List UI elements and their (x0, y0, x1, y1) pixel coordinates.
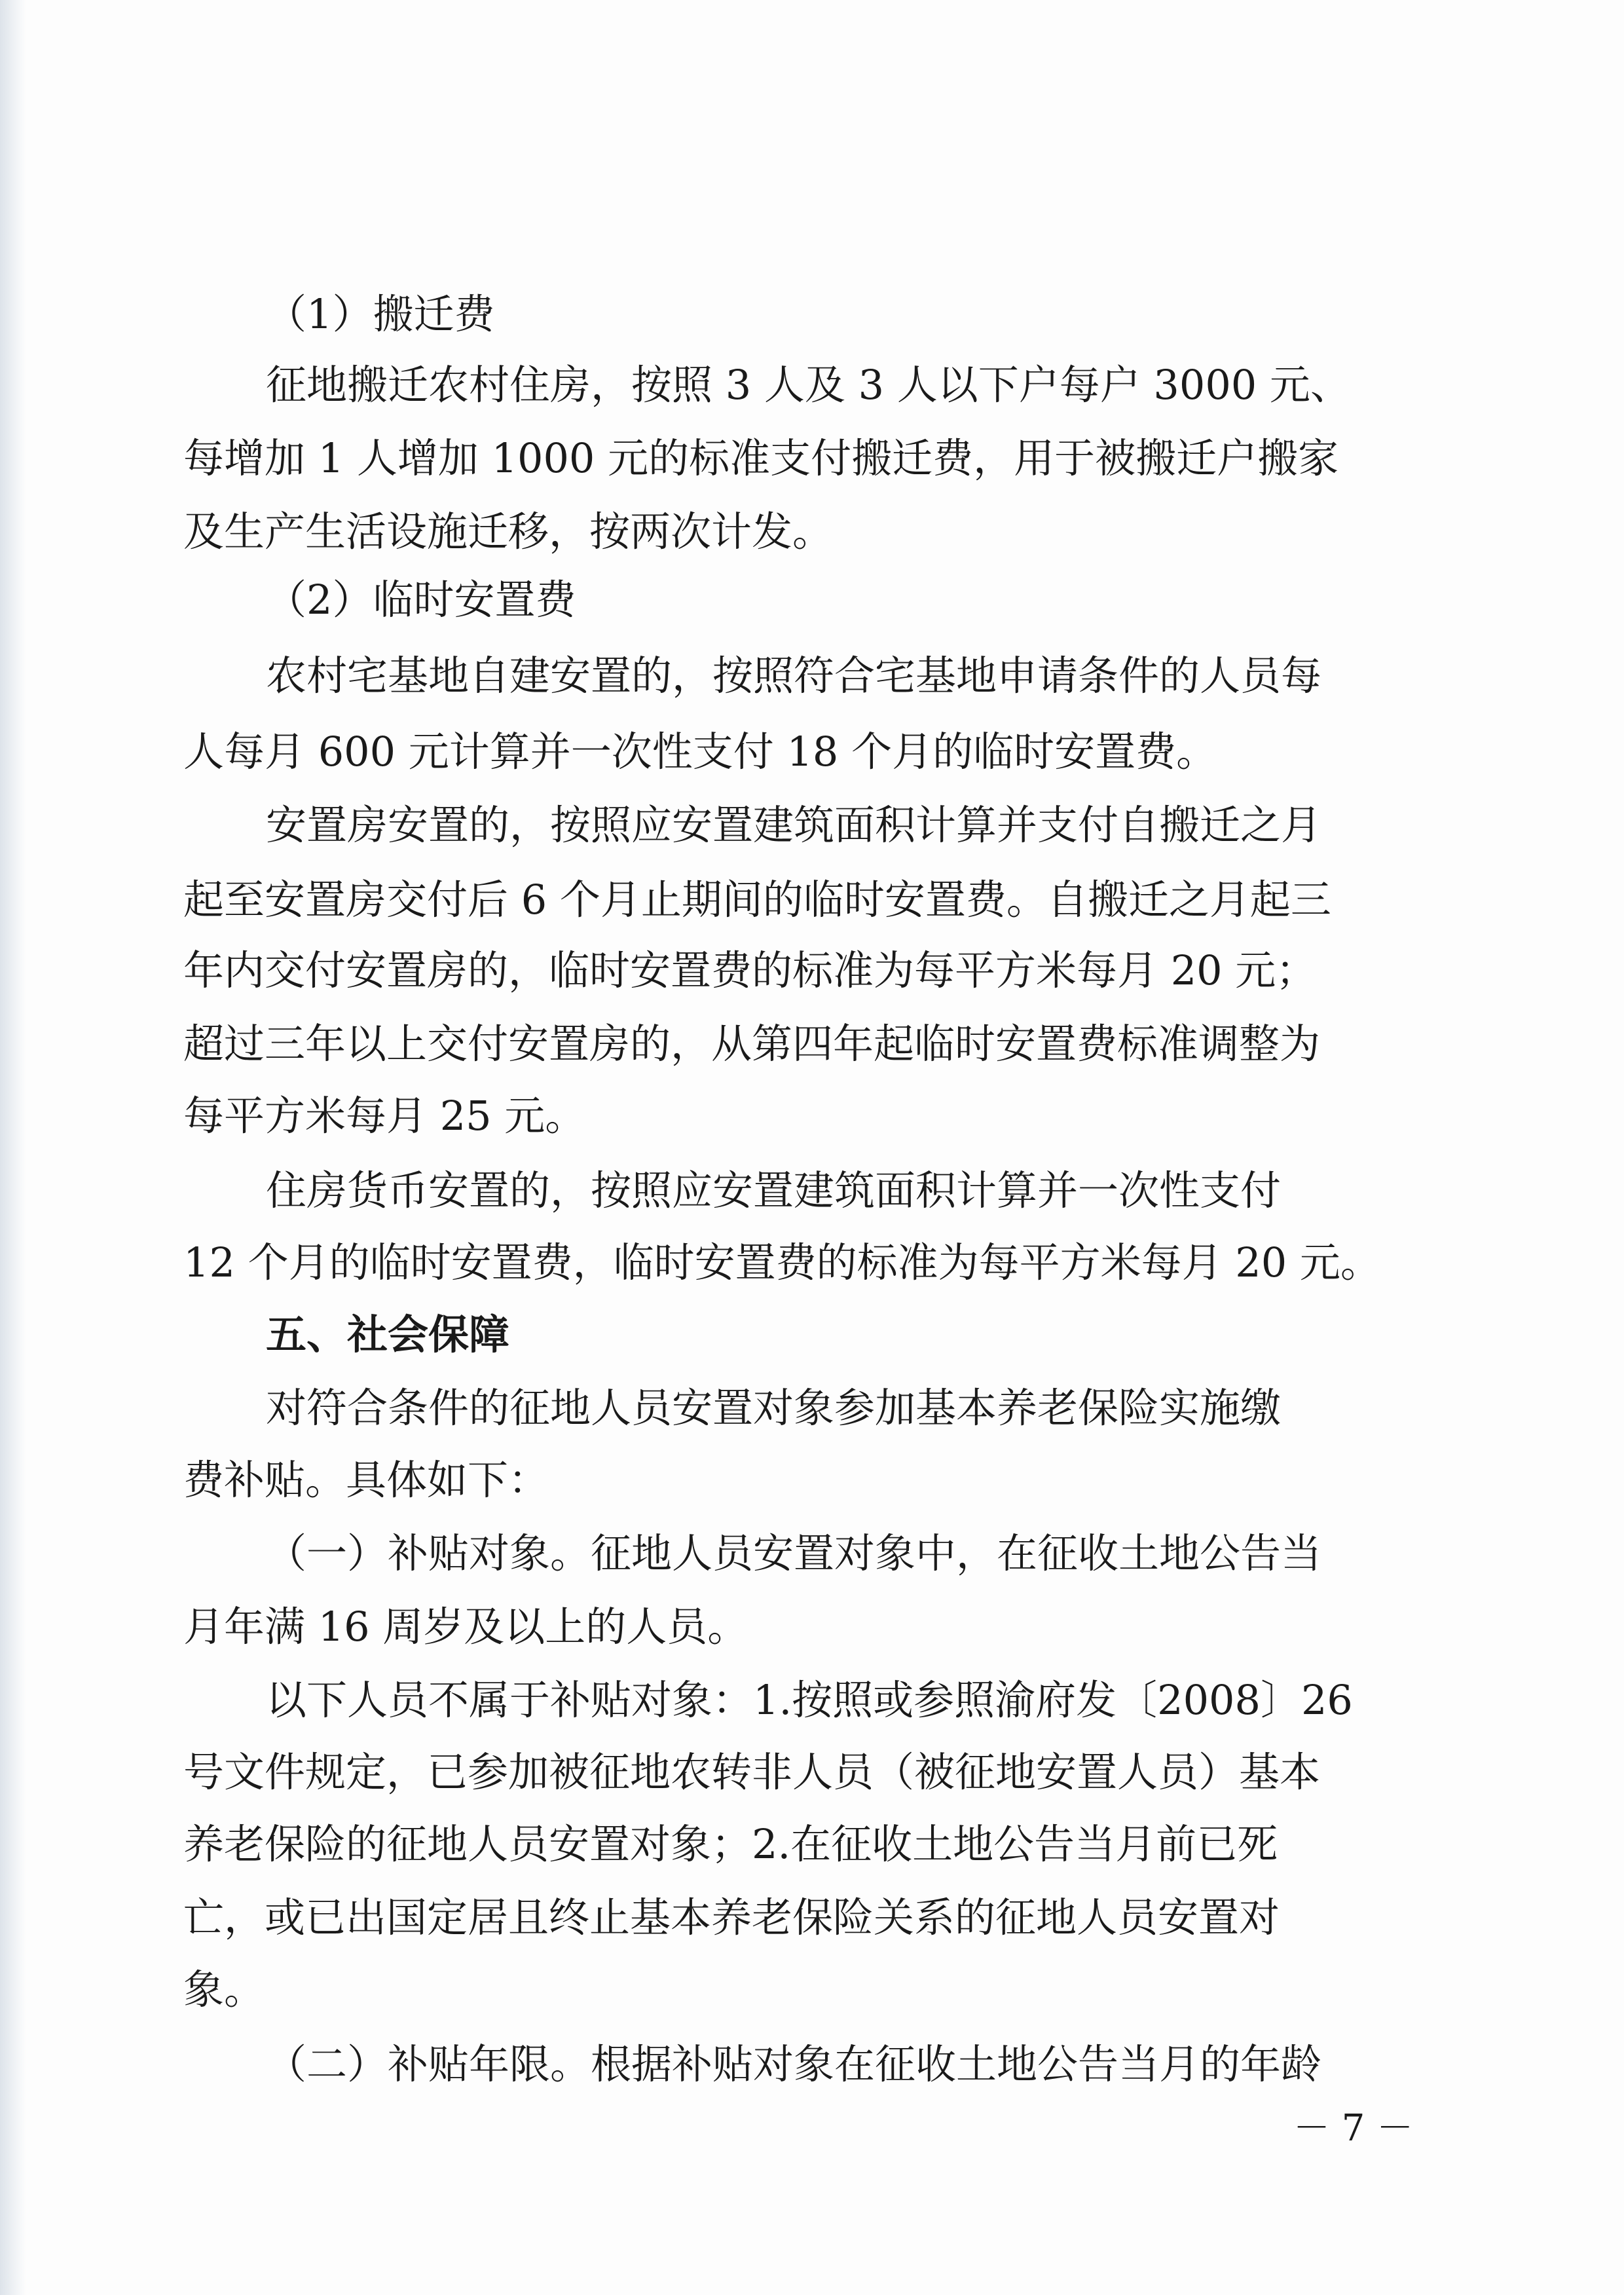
text-line: 费补贴。具体如下： (183, 1456, 549, 1504)
text-line: 养老保险的征地人员安置对象；2.在征收土地公告当月前已死 (183, 1820, 1278, 1868)
text-line: 人每月 600 元计算并一次性支付 18 个月的临时安置费。 (183, 728, 1217, 775)
text-line: 农村宅基地自建安置的，按照符合宅基地申请条件的人员每 (266, 652, 1322, 700)
text-line: （1）搬迁费 (266, 290, 495, 338)
text-line: 月年满 16 周岁及以上的人员。 (183, 1603, 748, 1651)
text-line: 住房货币安置的，按照应安置建筑面积计算并一次性支付 (266, 1166, 1282, 1214)
text-line: 每增加 1 人增加 1000 元的标准支付搬迁费，用于被搬迁户搬家 (183, 434, 1339, 482)
text-line: 象。 (183, 1966, 265, 2013)
text-line: 超过三年以上交付安置房的，从第四年起临时安置费标准调整为 (183, 1020, 1321, 1068)
text-line: （二）补贴年限。根据补贴对象在征收土地公告当月的年龄 (266, 2040, 1322, 2088)
text-line: （2）临时安置费 (266, 576, 576, 624)
page-number: － 7 － (1293, 2107, 1414, 2150)
text-line: 亡，或已出国定居且终止基本养老保险关系的征地人员安置对 (183, 1894, 1280, 1941)
text-line: 征地搬迁农村住房，按照 3 人及 3 人以下户每户 3000 元、 (266, 361, 1351, 409)
text-line: 12 个月的临时安置费，临时安置费的标准为每平方米每月 20 元。 (183, 1239, 1381, 1286)
text-line: （一）补贴对象。征地人员安置对象中，在征收土地公告当 (266, 1529, 1322, 1577)
text-line: 及生产生活设施迁移，按两次计发。 (183, 508, 834, 555)
text-line: 以下人员不属于补贴对象：1.按照或参照渝府发〔2008〕26 (266, 1676, 1353, 1724)
text-line: 号文件规定，已参加被征地农转非人员（被征地安置人员）基本 (183, 1748, 1321, 1796)
scan-edge-shadow (0, 0, 26, 2295)
text-line: 年内交付安置房的，临时安置费的标准为每平方米每月 20 元； (183, 946, 1317, 994)
text-line: 每平方米每月 25 元。 (183, 1092, 586, 1140)
text-line: 对符合条件的征地人员安置对象参加基本养老保险实施缴 (266, 1384, 1282, 1432)
text-line: 起至安置房交付后 6 个月止期间的临时安置费。自搬迁之月起三 (183, 876, 1331, 924)
text-line: 安置房安置的，按照应安置建筑面积计算并支付自搬迁之月 (266, 801, 1322, 849)
section-heading: 五、社会保障 (266, 1311, 510, 1358)
